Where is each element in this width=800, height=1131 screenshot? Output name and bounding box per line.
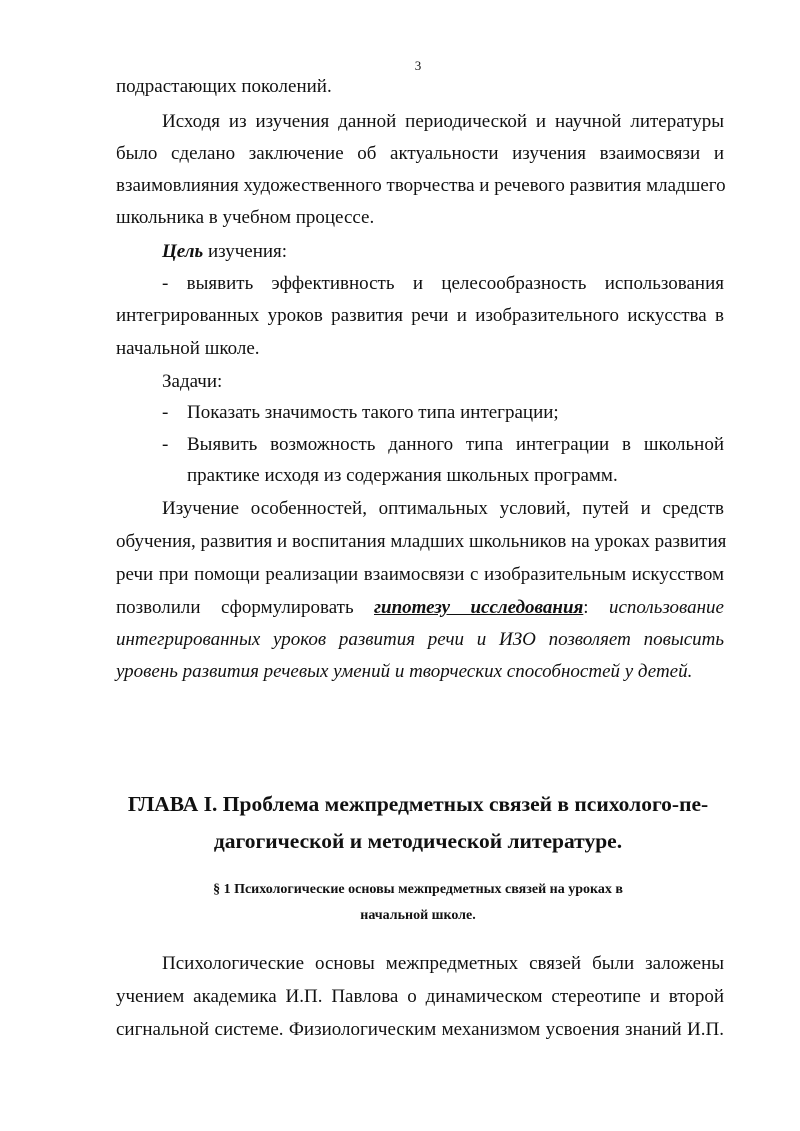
- text-line: Исходя из изучения данной периодической и научной литературы: [162, 111, 724, 132]
- text-line: учением академика И.П. Павлова о динамическом стереотипе и второй: [116, 986, 724, 1007]
- text-line: интегрированных уроков развития речи и изобразительного искусства в: [116, 305, 724, 326]
- text-line: начальной школе.: [116, 338, 260, 359]
- text-line: школьника в учебном процессе.: [116, 207, 375, 228]
- text-line: подрастающих поколений.: [116, 76, 332, 97]
- text-line: сигнальной системе. Физиологическим механизмом усвоения знаний И.П.: [116, 1019, 724, 1040]
- text-line: речи при помощи реализации взаимосвязи с изобразительным искусством: [116, 564, 724, 585]
- chapter-title: ГЛАВА I. Проблема межпредметных связей в психолого-пе-: [127, 792, 709, 816]
- page-number: 3: [414, 58, 422, 73]
- colon: :: [583, 597, 589, 618]
- hypothesis-label: гипотезу исследования: [374, 597, 584, 618]
- text-span: позволили сформулировать: [116, 597, 374, 618]
- hypothesis-text: уровень развития речевых умений и творческих способностей у детей.: [116, 661, 693, 682]
- text-line: было сделано заключение об актуальности изучения взаимосвязи и: [116, 143, 724, 164]
- goal-label-rest: изучения:: [203, 241, 288, 262]
- chapter-title: дагогической и методической литературе.: [213, 829, 623, 853]
- list-item-continued: практике исходя из содержания школьных программ.: [187, 465, 618, 486]
- goal-label: Цель: [162, 241, 204, 262]
- list-dash: -: [162, 434, 169, 455]
- goal-heading: [162, 241, 287, 263]
- text-line: - выявить эффективность и целесообразность использования: [162, 273, 724, 294]
- hypothesis-text: интегрированных уроков развития речи и ИЗО позволяет повысить: [116, 629, 724, 650]
- text-line: Психологические основы межпредметных связей были заложены: [162, 953, 724, 974]
- hypothesis-line: [116, 597, 724, 619]
- hypothesis-text: использование: [588, 597, 724, 618]
- list-item: Показать значимость такого типа интеграции;: [187, 402, 559, 423]
- list-dash: -: [162, 402, 169, 423]
- section-title: § 1 Психологические основы межпредметных связей на уроках в: [213, 882, 623, 897]
- text-line: обучения, развития и воспитания младших школьников на уроках развития: [116, 531, 727, 552]
- list-item: Выявить возможность данного типа интеграции в школьной: [187, 434, 724, 455]
- text-line: взаимовлияния художественного творчества и речевого развития младшего: [116, 175, 726, 196]
- text-line: Изучение особенностей, оптимальных условий, путей и средств: [162, 498, 724, 519]
- section-title: начальной школе.: [360, 908, 476, 923]
- tasks-label: Задачи:: [162, 371, 223, 392]
